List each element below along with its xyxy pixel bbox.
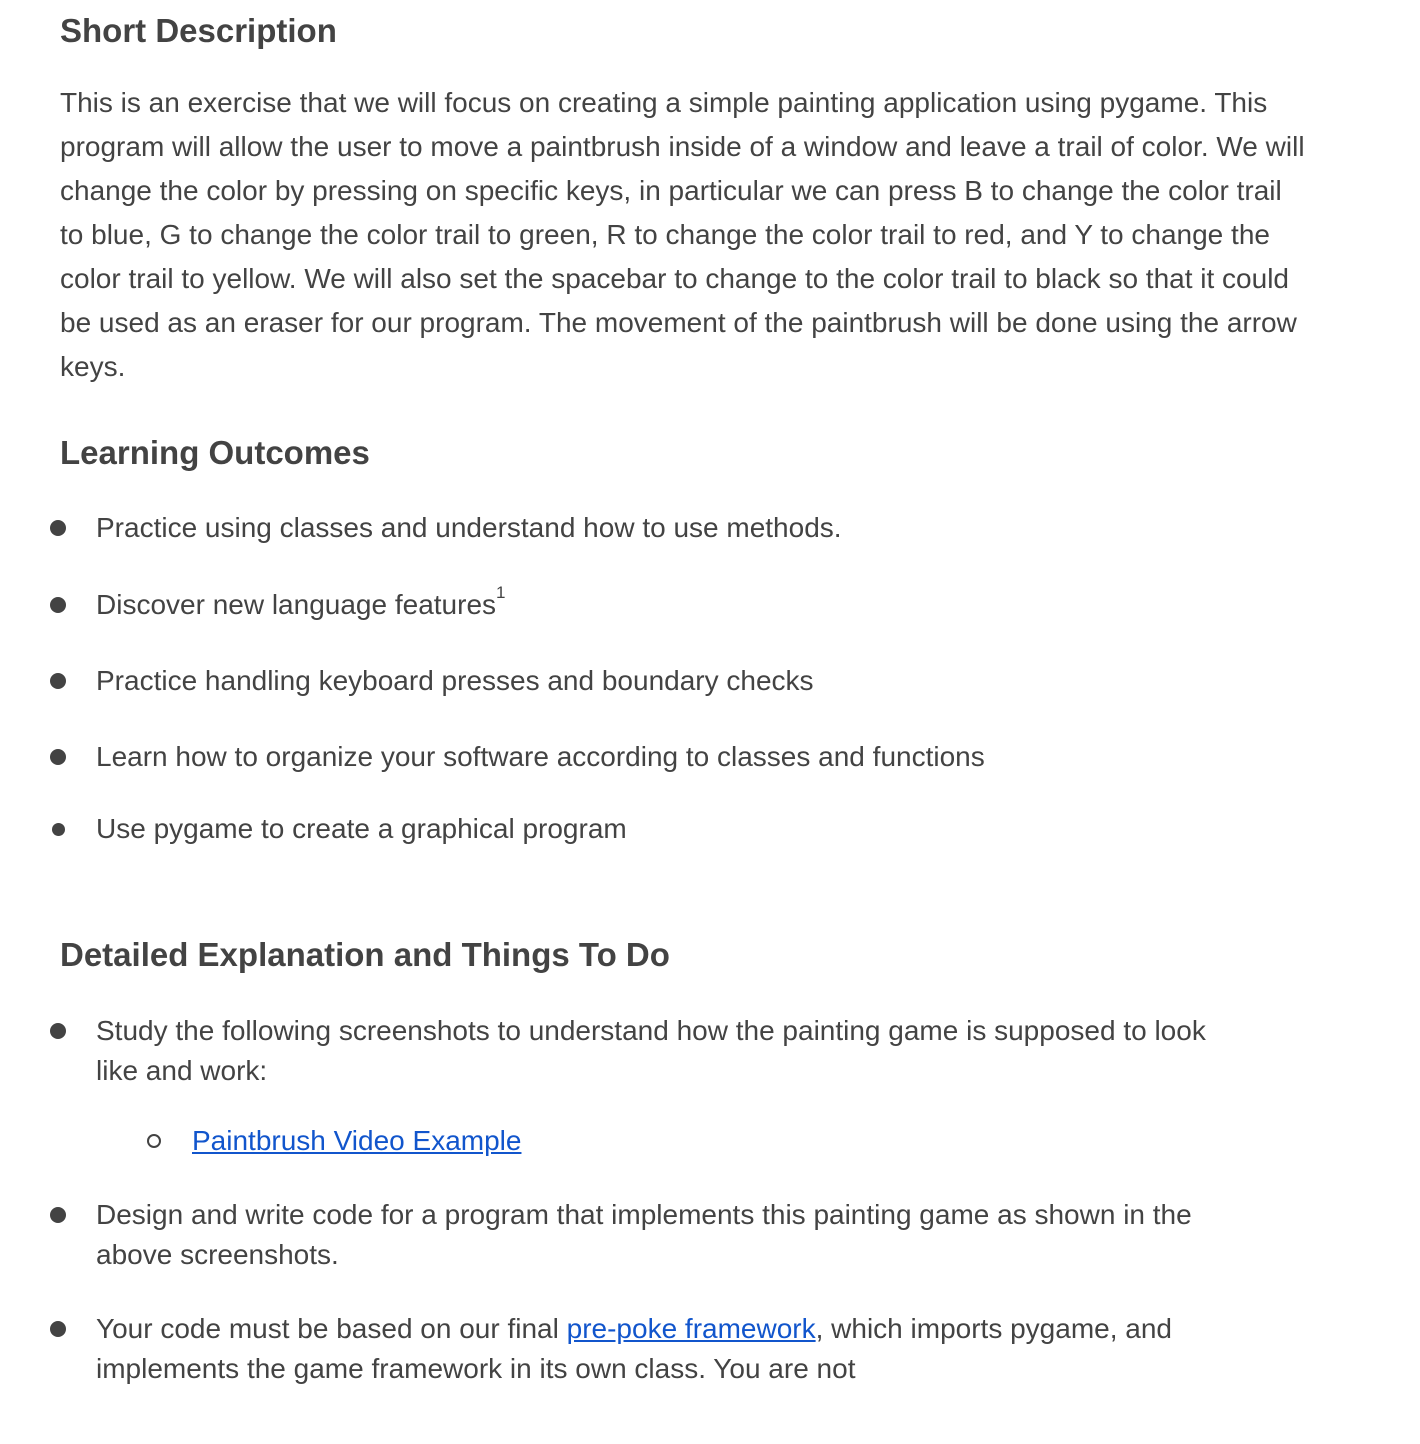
list-item [0,809,627,849]
section-heading-learning-outcomes: Learning Outcomes [60,434,370,471]
list-item-text-before: Your code must be based on our final [96,1313,567,1344]
footnote-marker[interactable]: 1 [496,582,506,602]
list-item [0,582,506,625]
list-item-text-after: , which imports pygame, and implements the game framework in its own class. You are not [96,1313,1172,1384]
sub-list-item [0,1121,521,1161]
list-item-text: Study the following screenshots to understand how the painting game is supposed to look like and work: [96,1015,1206,1086]
pre-poke-framework-link[interactable]: pre-poke framework [566,1313,816,1344]
list-item [0,1011,1206,1091]
bullet-icon [50,520,66,536]
list-item [0,1309,1266,1389]
section-heading-detailed-explanation: Detailed Explanation and Things To Do [60,936,670,973]
bullet-icon [50,1207,66,1223]
bullet-icon [50,673,66,689]
bullet-icon [50,749,66,765]
list-item-text: Practice using classes and understand how to use methods. [96,512,842,543]
list-item-text: Learn how to organize your software according to classes and functions [96,741,985,772]
short-description-paragraph: This is an exercise that we will focus on creating a simple painting application using pygame. This program will allow the user to move a paintbrush inside of a window and leave a trail of color. We will change the color by pressing on specific keys, in particular we can press B to change the color trail to blue, G to change the color trail to green, R to change the color trail to red, and Y to change the color trail to yellow. We will also set the spacebar to change to the color trail to black so that it could be used as an eraser for our program. The movement of the paintbrush will be done using the arrow keys. [60,87,1305,382]
list-item [0,1195,1266,1275]
paintbrush-video-link[interactable]: Paintbrush Video Example [192,1125,522,1156]
bullet-icon [50,1321,66,1337]
list-item-text: Use pygame to create a graphical program [96,813,627,844]
list-item [0,508,842,548]
section-heading-short-description: Short Description [60,12,337,49]
list-item [0,737,985,777]
bullet-icon [50,597,66,613]
bullet-icon [52,823,65,836]
list-item-text: Discover new language features [96,589,497,620]
list-item-text: Design and write code for a program that implements this painting game as shown in the above screenshots. [96,1199,1192,1270]
bullet-icon [50,1023,66,1039]
list-item-text: Practice handling keyboard presses and boundary checks [96,665,814,696]
list-item [0,661,814,701]
circle-bullet-icon [147,1134,161,1148]
